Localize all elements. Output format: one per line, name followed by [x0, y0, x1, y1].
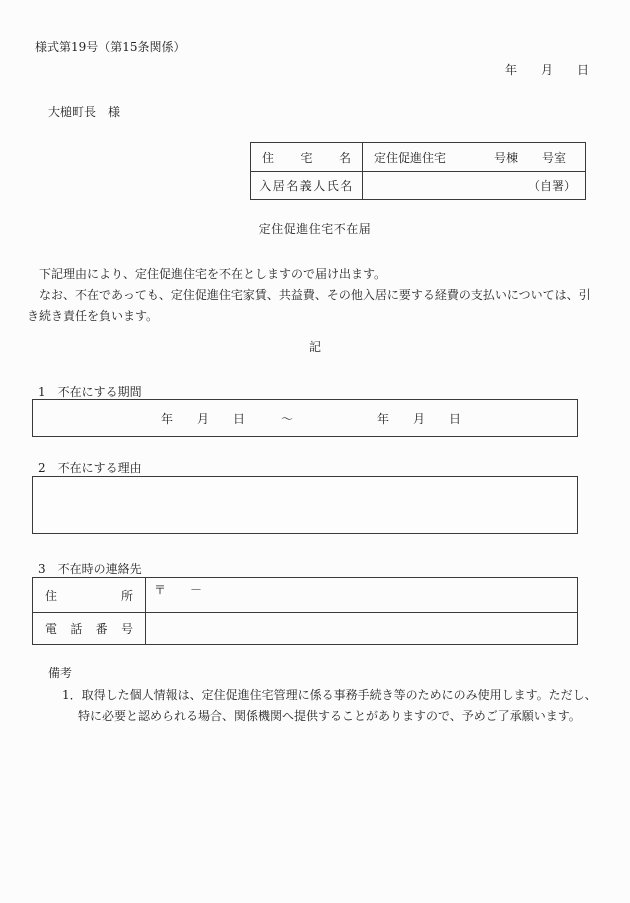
document-title: 定住促進住宅不在届 [258, 222, 372, 236]
body-line: 下記理由により、定住促進住宅を不在としますので届け出ます。 [27, 267, 387, 281]
address-field [146, 578, 577, 612]
section1-heading: 1 不在にする期間 [38, 385, 142, 399]
phone-row [33, 612, 577, 644]
tenant-name-label: 入居名義人氏名 [251, 172, 363, 199]
ki-marker: 記 [308, 340, 321, 354]
phone-label-char: 話 [70, 622, 83, 636]
phone-label-char: 号 [120, 622, 133, 636]
period-date-placeholders: 年 月 日 ～ 年 月 日 [161, 411, 462, 426]
body-line: き続き責任を負います。 [27, 309, 159, 323]
tenant-name-row [251, 171, 585, 199]
tenant-signature-field [363, 172, 585, 199]
signature-note: （自署） [527, 179, 576, 193]
address-row [33, 578, 577, 612]
housing-name-label-char: 名 [338, 150, 351, 165]
phone-label [33, 613, 146, 644]
contact-table [32, 577, 578, 645]
housing-name-label-char: 住 [262, 150, 275, 165]
phone-field [146, 613, 577, 644]
addressee-mayor: 大槌町長 様 [48, 105, 121, 119]
form-number: 様式第19号（第15条関係） [35, 40, 186, 54]
date-line: 年 月 日 [504, 63, 589, 77]
section3-heading: 3 不在時の連絡先 [38, 562, 142, 576]
body-paragraph [27, 264, 609, 327]
housing-name-row [251, 143, 585, 171]
absence-reason-field [32, 476, 578, 534]
remark-line: 1．取得した個人情報は、定住促進住宅管理に係る事務手続き等のためにのみ使用します。ただし、 [62, 688, 597, 702]
address-label-char: 住 [45, 588, 58, 603]
absence-period-field [32, 399, 578, 437]
body-line: なお、不在であっても、定住促進住宅家賃、共益費、その他入居に要する経費の支払いについては、引 [27, 288, 591, 302]
postal-code-mark: 〒 － [154, 583, 203, 597]
phone-label-char: 番 [95, 622, 108, 636]
housing-info-table [250, 142, 586, 200]
phone-label-char: 電 [45, 622, 58, 636]
remarks-heading: 備考 [48, 666, 73, 680]
housing-name-label-char: 宅 [300, 150, 313, 165]
address-label [33, 578, 146, 612]
address-label-char: 所 [120, 588, 133, 603]
section2-heading: 2 不在にする理由 [38, 461, 142, 475]
housing-name-label [251, 143, 363, 171]
housing-name-value: 定住促進住宅 号棟 号室 [374, 150, 567, 165]
remark-line: 特に必要と認められる場合、関係機関へ提供することがありますので、予めご了承願います。 [78, 709, 581, 723]
